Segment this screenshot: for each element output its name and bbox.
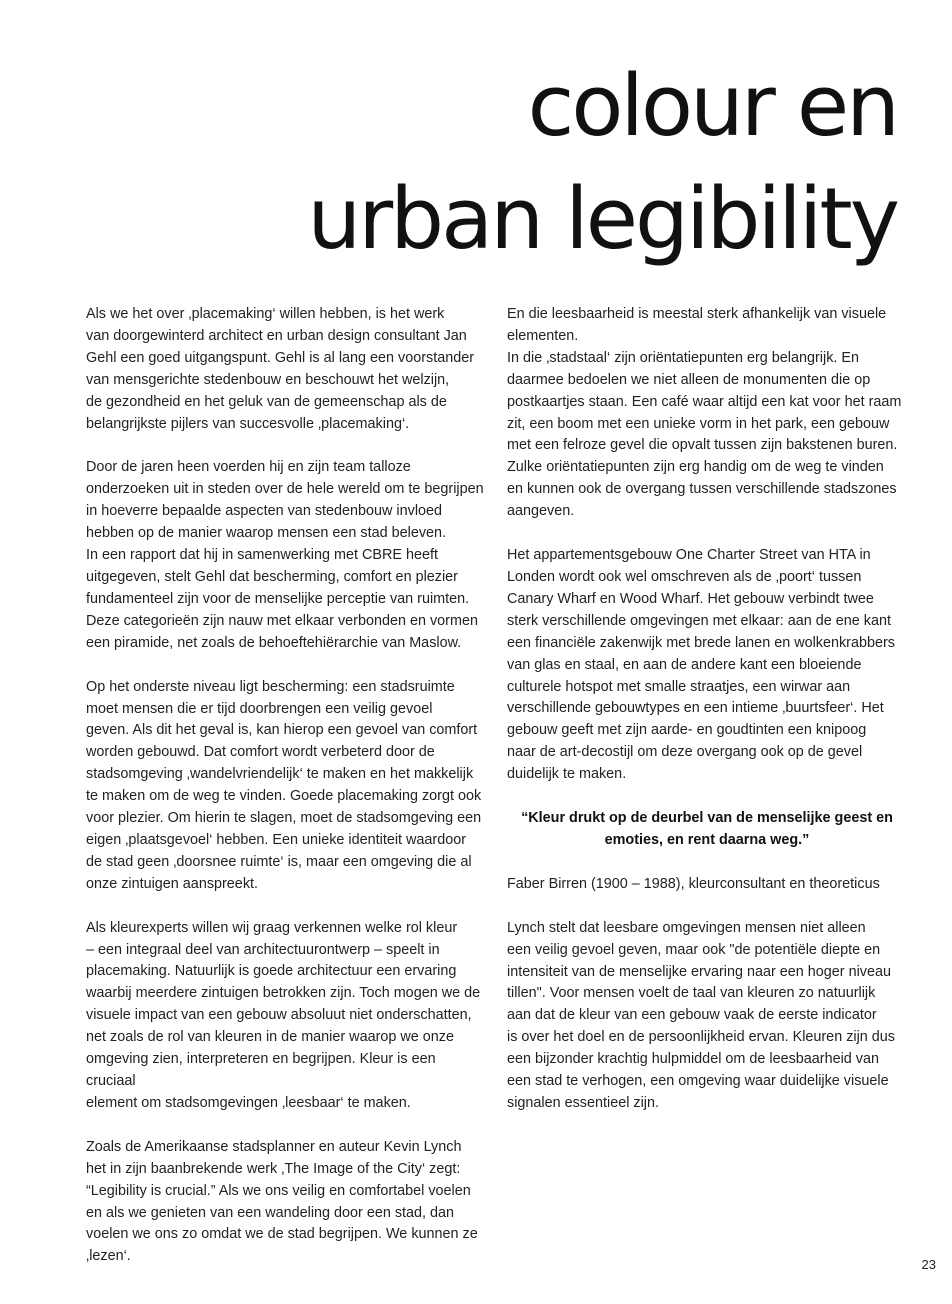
paragraph: Als we het over ‚placemaking‘ willen hebben, is het werk van doorgewinterd architect en urban design consultant Jan Gehl een goed uitgangspunt. Gehl is al lang een voorstander van mensgerichte stedenbouw en beschouwt het welzijn, de gezondheid en het geluk van de gemeenschap als de belangrijkste pijlers van succesvolle ‚placemaking‘. [86, 306, 475, 432]
paragraph: Als kleurexperts willen wij graag verkennen welke rol kleur – een integraal deel van architectuurontwerp – speelt in placemaking. Natuurlijk is goede architectuur een ervaring waarbij meerdere zintuigen betrokken zijn. Toch mogen we de visuele impact van een gebouw absoluut niet onderschatten, net zoals de rol van kleuren in de manier waarop we onze omgeving zien, interpreteren en begrijpen. Kleur is een cruciaal element om stadsomgevingen ‚leesbaar‘ te maken. [86, 919, 481, 1111]
paragraph: Op het onderste niveau ligt bescherming: een stadsruimte moet mensen die er tijd doorbrengen een veilig gevoel geven. Als dit het geval is, kan hierop een gevoel van comfort worden gebouwd. Dat comfort wordt verbeterd door de stadsomgeving ‚wandelvriendelijk‘ te maken en het makkelijk te maken om de weg te vinden. Goede placemaking zorgt ook voor plezier. Om hierin te slagen, moet de stadsomgeving een eigen ‚plaatsgevoel‘ hebben. Een unieke identiteit waardoor de stad geen ‚doorsnee ruimte‘ is, maar een omgeving die al onze zintuigen aanspreekt. [86, 678, 482, 892]
right-column [507, 304, 907, 1137]
paragraph: Zoals de Amerikaanse stadsplanner en auteur Kevin Lynch het in zijn baanbrekende werk ‚The Image of the City‘ zegt: “Legibility is crucial.” Als we ons veilig en comfortabel voelen en als we genieten van een wandeling door een stad, dan voelen we ons zo omdat we de stad begrijpen. We kunnen ze ‚lezen‘. [86, 1138, 478, 1265]
left-column [86, 304, 486, 1290]
page-title [307, 50, 897, 276]
page-title-line-2: urban legibility [307, 170, 897, 269]
paragraph: Lynch stelt dat leesbare omgevingen mensen niet alleen een veilig gevoel geven, maar ook "de potentiële diepte en intensiteit van de menselijke ervaring naar een hoger niveau tillen". Voor mensen voelt de taal van kleuren zo natuurlijk aan dat de kleur van een gebouw vaak de eerste indicator is over het doel en de persoonlijkheid ervan. Kleuren zijn dus een bijzonder krachtig hulpmiddel om de leesbaarheid van een stad te verhogen, een omgeving waar duidelijke visuele signalen essentieel zijn. [507, 919, 895, 1111]
paragraph: Het appartementsgebouw One Charter Street van HTA in Londen wordt ook wel omschreven als de ‚poort‘ tussen Canary Wharf en Wood Wharf. Het gebouw verbindt twee sterk verschillende omgevingen met elkaar: aan de ene kant een financiële zakenwijk met brede lanen en wolkenkrabbers van glas en staal, en aan de andere kant een bloeiende culturele hotspot met smalle straatjes, een wirwar aan verschillende gebouwtypes en een intieme ‚buurtsfeer‘. Het gebouw geeft met zijn aarde- en goudtinten een knipoog naar de art-decostijl om deze overgang ook op de gevel duidelijk te maken. [507, 547, 895, 783]
quote-attribution: Faber Birren (1900 – 1988), kleurconsultant en theoreticus [507, 875, 880, 892]
paragraph: Door de jaren heen voerden hij en zijn team talloze onderzoeken uit in steden over de hele wereld om te begrijpen in hoeverre bepaalde aspecten van stedenbouw invloed hebben op de manier waarop mensen een stad beleven. In een rapport dat hij in samenwerking met CBRE heeft uitgegeven, stelt Gehl dat bescherming, comfort en plezier fundamenteel zijn voor de menselijke perceptie van ruimten. Deze categorieën zijn nauw met elkaar verbonden en vormen een piramide, net zoals de behoeftehiërarchie van Maslow. [86, 459, 484, 651]
paragraph: En die leesbaarheid is meestal sterk afhankelijk van visuele elementen. In die ‚stadstaal‘ zijn oriëntatiepunten erg belangrijk. En daarmee bedoelen we niet alleen de monumenten die op postkaartjes staan. Een café waar altijd een kat voor het raam zit, een boom met een unieke vorm in het park, een gebouw met een felroze gevel die opvalt tussen zijn bakstenen buren. Zulke oriëntatiepunten zijn erg handig om de weg te vinden en kunnen ook de overgang tussen verschillende stadszones aangeven. [507, 306, 902, 520]
page-title-line-1: colour en [527, 57, 897, 156]
page-number: 23 [921, 1257, 936, 1272]
pull-quote: “Kleur drukt op de deurbel van de menselijke geest en emoties, en rent daarna weg.” [521, 810, 893, 848]
